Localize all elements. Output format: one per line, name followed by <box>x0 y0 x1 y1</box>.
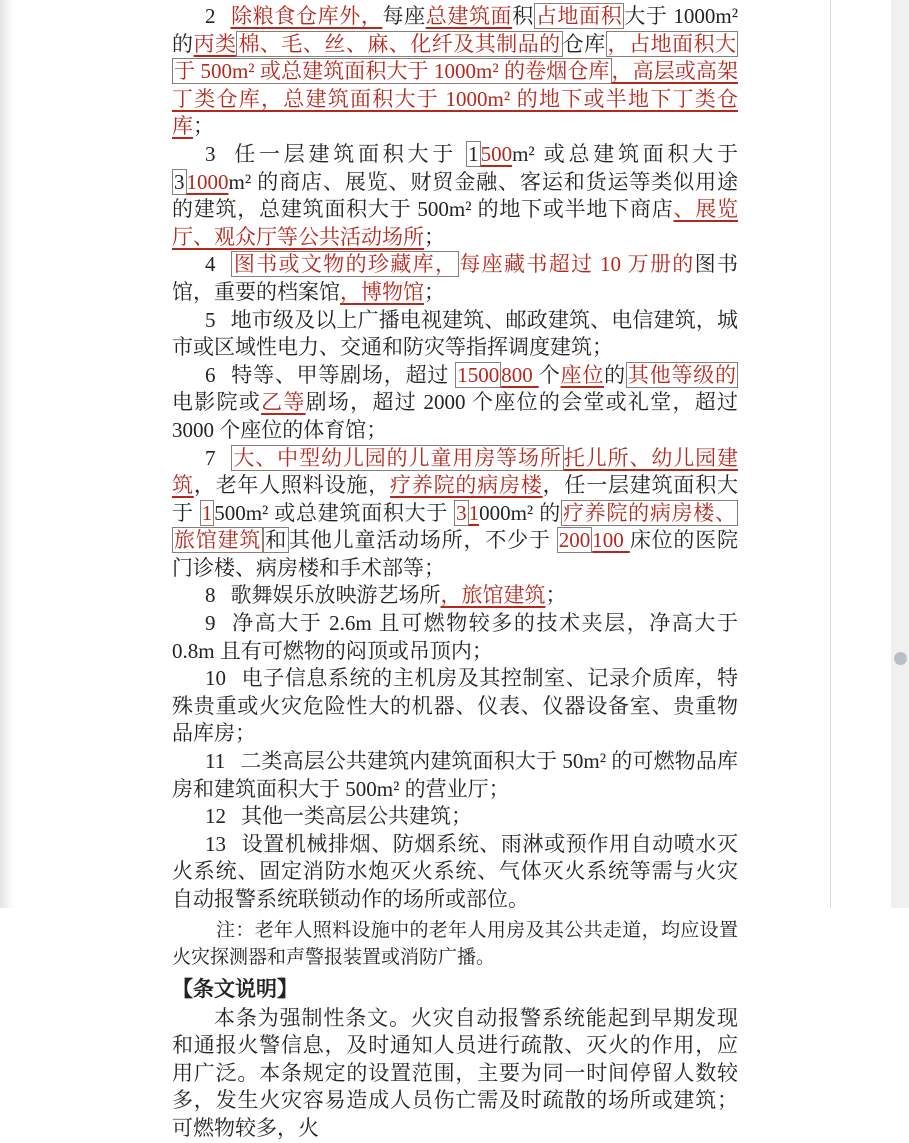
text-run-box: 1500 <box>457 362 500 387</box>
text-run-n: 仓库 <box>562 31 606 56</box>
text-run-box: 1 <box>201 500 213 525</box>
text-run-n: 净高大于 2.6m 且可燃物较多的技术夹层，净高大于 0.8m 且有可燃物的闷顶或吊顶内； <box>172 611 738 663</box>
text-run-n: ； <box>193 114 214 139</box>
clause-note: 注：老年人照料设施中的老年人用房及其公共走道，均应设置火灾探测器和声警报装置或消防广播。 <box>172 919 738 968</box>
commentary-paragraph: 本条为强制性条文。火灾自动报警系统能起到早期发现和通报火警信息，及时通知人员进行疏散、灭火的作用，应用广泛。本条规定的设置范围，主要为同一时间停留人数较多，发生火灾容易造成人员伤亡需及时疏散的场所或建筑；可燃物较多，火 <box>172 1005 738 1140</box>
document-content <box>172 3 738 1143</box>
item-number: 6 <box>205 362 216 387</box>
text-run-boxk: 1 <box>468 141 479 166</box>
text-run-n: 每座 <box>382 4 426 28</box>
list-item <box>172 362 738 445</box>
item-number: 7 <box>205 445 216 470</box>
text-run-box: 占地面积 <box>535 4 623 28</box>
item-number: 13 <box>205 831 226 856</box>
text-run-ins: 疗养院的病房楼 <box>390 473 543 498</box>
section-heading-commentary: 【条文说明】 <box>172 976 298 1001</box>
text-run-n: 电影院或 <box>172 390 262 415</box>
text-run-n: ； <box>545 583 567 608</box>
page-right-edge <box>830 0 831 908</box>
text-run-ins: 除粮食仓库外， <box>230 4 383 28</box>
item-number: 9 <box>205 611 216 636</box>
text-run-n: 其他一类高层公共建筑； <box>241 804 472 829</box>
text-run-n: 电子信息系统的主机房及其控制室、记录介质库，特殊贵重或火灾危险性大的机器、仪表、仪器设备室、贵重物品库房； <box>172 666 738 746</box>
text-run-box: 大、中型幼儿园的儿童用房等场所 <box>232 445 562 470</box>
item-number: 5 <box>205 307 216 332</box>
text-run-ins: 500 <box>480 141 513 166</box>
scrollbar-thumb[interactable] <box>894 652 907 665</box>
text-run-ins: 总建筑面 <box>425 4 513 28</box>
item-number: 8 <box>205 583 216 608</box>
text-run-box: 其他等级的 <box>627 362 737 387</box>
text-run-box: 图书或文物的珍藏库， <box>232 252 458 277</box>
item-number: 2 <box>205 4 216 28</box>
text-run-n: 二类高层公共建筑内建筑面积大于 50m² 的可燃物品库房和建筑面积大于 500m² 的营业厅； <box>172 749 738 801</box>
text-run-ins: ，博物馆 <box>340 279 424 304</box>
list-item <box>172 610 738 665</box>
item-number: 3 <box>205 141 216 166</box>
page-left-shadow <box>0 0 16 908</box>
text-run-n: 的 <box>604 362 626 387</box>
text-run-n: 大于 1000m² 的 <box>172 4 739 56</box>
text-run-ins: 乙等 <box>261 390 306 415</box>
text-run-box: 疗养院的病房楼、旅馆建筑 <box>174 500 737 553</box>
text-run-n: m² 或总建筑面积大于 <box>512 141 738 166</box>
text-run-n: m² 的商店、展览、财贸金融、客运和货运等类似用途的建筑，总建筑面积大于 500m² 的地下或半地下商店 <box>172 169 738 222</box>
list-item <box>172 831 738 914</box>
text-run-box: ，占地面积大于 500m² 或总建筑面积大于 1000m² 的卷烟仓库 <box>174 31 737 84</box>
text-run-n: ； <box>424 279 445 304</box>
list-item <box>172 803 738 831</box>
item-number: 12 <box>205 804 226 829</box>
list-item <box>172 748 738 803</box>
text-run-ins: ，高层或高架丁类仓库，总建筑面积大于 1000m² 的地下或半地下丁类仓库 <box>172 59 739 139</box>
text-run-ins: 100 <box>592 528 630 553</box>
text-run-n: 图书馆，重要的档案馆 <box>172 252 739 304</box>
list-item <box>172 251 738 306</box>
text-run-ins: 座位 <box>560 362 605 387</box>
text-run-n: 000m² 的 <box>479 500 561 525</box>
list-item <box>172 445 738 583</box>
text-run-ins: ，旅馆建筑 <box>440 583 546 608</box>
list-item <box>172 665 738 748</box>
text-run-n: 设置机械排烟、防烟系统、雨淋或预作用自动喷水灭火系统、固定消防水炮灭火系统、气体灭火系统等需与火灾自动报警系统联锁动作的场所或部位。 <box>172 831 738 911</box>
text-run-red: 每座藏书超过 10 万册的 <box>459 252 695 277</box>
scrollbar-track[interactable] <box>891 0 909 908</box>
item-number: 4 <box>205 252 216 277</box>
text-run-ins: 托儿所、幼儿园建筑 <box>172 445 739 498</box>
text-run-ins: 1 <box>468 500 480 525</box>
text-run-n: 500m² 或总建筑面积大于 <box>214 500 455 525</box>
item-number: 10 <box>205 666 226 691</box>
clause-list <box>172 3 738 914</box>
text-run-n: 床位的医院门诊楼、病房楼和手术部等； <box>172 528 739 580</box>
text-run-ins: 800 <box>501 362 539 387</box>
text-run-ins: 、展览厅、观众厅等公共活动场所 <box>172 197 738 249</box>
list-item <box>172 3 738 141</box>
text-run-n: 剧场，超过 2000 个座位的会堂或礼堂，超过 3000 个座位的体育馆； <box>172 390 739 442</box>
list-item <box>172 141 738 251</box>
list-item <box>172 307 738 362</box>
text-run-ins: 丙类 <box>193 31 237 56</box>
text-run-box: 棉、毛、丝、麻、化纤及其制品的 <box>238 31 561 56</box>
text-run-boxk: 和 <box>265 528 288 553</box>
text-run-boxk: 3 <box>174 169 185 194</box>
text-run-n: 歌舞娱乐放映游艺场所 <box>230 583 441 608</box>
text-run-n: 其他儿童活动场所，不少于 <box>289 528 557 553</box>
text-run-n: ； <box>424 224 445 249</box>
text-run-n: 任一层建筑面积大于 <box>230 141 467 166</box>
text-run-box: 200 <box>558 528 591 553</box>
text-run-box: 3 <box>456 500 467 525</box>
text-run-n: 特等、甲等剧场，超过 <box>230 362 456 387</box>
list-item <box>172 582 738 610</box>
text-run-ins: 1000 <box>186 169 229 194</box>
text-run-n: 积 <box>512 4 534 28</box>
text-run-n: 个 <box>538 362 561 387</box>
text-run-n: ，老年人照料设施， <box>193 473 391 498</box>
item-number: 11 <box>205 749 226 774</box>
text-run-n: ，任一层建筑面积大于 <box>172 473 739 525</box>
text-run-n: 地市级及以上广播电视建筑、邮政建筑、电信建筑，城市或区域性电力、交通和防灾等指挥调度建筑； <box>172 307 738 360</box>
